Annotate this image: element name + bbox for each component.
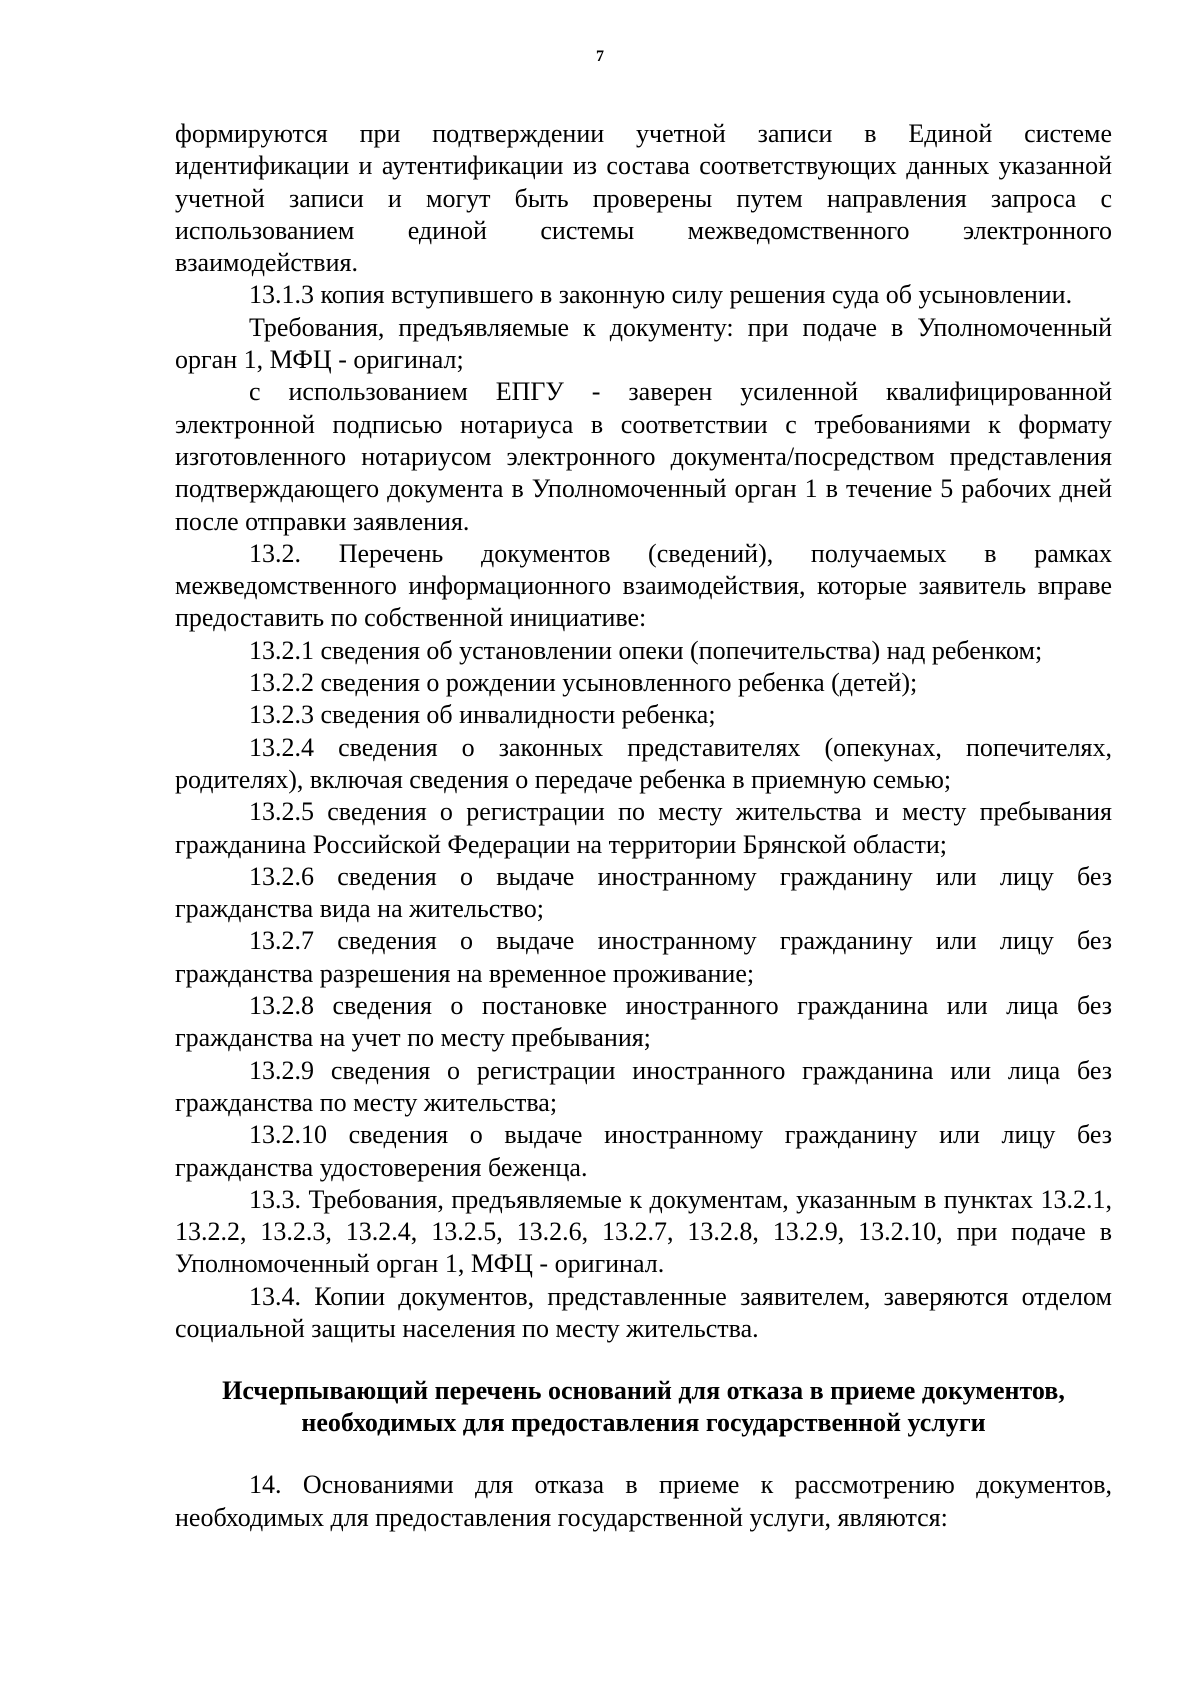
list-item-13-2-4: 13.2.4 сведения о законных представителях (опекунах, попечителях, родителях), включая сведения о передаче ребенка в приемную семью; bbox=[175, 732, 1112, 794]
list-item-13-2-6: 13.2.6 сведения о выдаче иностранному гражданину или лицу без гражданства вида на жительство; bbox=[175, 861, 1112, 924]
paragraph-13-4: 13.4. Копии документов, представленные заявителем, заверяются отделом социальной защиты населения по месту жительства. bbox=[175, 1281, 1112, 1343]
paragraph-14: 14. Основаниями для отказа в приеме к рассмотрению документов, необходимых для предоставления государственной услуги, являются: bbox=[175, 1470, 1112, 1532]
list-item-13-2-10: 13.2.10 сведения о выдаче иностранному гражданину или лицу без гражданства удостоверения беженца. bbox=[175, 1120, 1112, 1182]
list-item-13-2-1: 13.2.1 сведения об установлении опеки (попечительства) над ребенком; bbox=[249, 635, 1043, 665]
list-item-13-2-5: 13.2.5 сведения о регистрации по месту жительства и месту пребывания гражданина Российской Федерации на территории Брянской области; bbox=[175, 797, 1112, 859]
list-item-13-2-9: 13.2.9 сведения о регистрации иностранного гражданина или лица без гражданства по месту жительства; bbox=[175, 1055, 1112, 1117]
page-number: 7 bbox=[596, 48, 604, 65]
paragraph-epgu-requirements: с использованием ЕПГУ - заверен усиленной квалифицированной электронной подписью нотариуса в соответствии с требованиями к формату изготовленного нотариусом электронного документа/посредством представления подтверждающего документа в Уполномоченный орган 1 в течение 5 рабочих дней после отправки заявления. bbox=[175, 377, 1112, 536]
list-item-13-2-3: 13.2.3 сведения об инвалидности ребенка; bbox=[249, 700, 716, 730]
paragraph-13-3: 13.3. Требования, предъявляемые к документам, указанным в пунктах 13.2.1, 13.2.2, 13.2.3, 13.2.4, 13.2.5, 13.2.6, 13.2.7, 13.2.8, 13.2.9, 13.2.10, при подаче в Уполномоченный орган 1, МФЦ - оригинал. bbox=[175, 1184, 1112, 1279]
list-item-13-2-8: 13.2.8 сведения о постановке иностранного гражданина или лица без гражданства на учет по месту пребывания; bbox=[175, 991, 1112, 1053]
paragraph-document-requirements: Требования, предъявляемые к документу: при подаче в Уполномоченный орган 1, МФЦ - оригинал; bbox=[175, 312, 1112, 375]
document-body bbox=[175, 118, 1112, 1534]
paragraph-13-2: 13.2. Перечень документов (сведений), получаемых в рамках межведомственного информационного взаимодействия, которые заявитель вправе предоставить по собственной инициативе: bbox=[175, 538, 1112, 633]
paragraph-13-1-3: 13.1.3 копия вступившего в законную силу решения суда об усыновлении. bbox=[249, 280, 1073, 310]
section-heading: Исчерпывающий перечень оснований для отказа в приеме документов, необходимых для предоставления государственной услуги bbox=[222, 1376, 1065, 1438]
paragraph-account-confirmation: формируются при подтверждении учетной записи в Единой системе идентификации и аутентификации из состава соответствующих данных указанной учетной записи и могут быть проверены путем направления запроса с использованием единой системы межведомственного электронного взаимодействия. bbox=[175, 119, 1112, 278]
list-item-13-2-7: 13.2.7 сведения о выдаче иностранному гражданину или лицу без гражданства разрешения на временное проживание; bbox=[175, 926, 1112, 988]
list-item-13-2-2: 13.2.2 сведения о рождении усыновленного ребенка (детей); bbox=[249, 668, 918, 698]
